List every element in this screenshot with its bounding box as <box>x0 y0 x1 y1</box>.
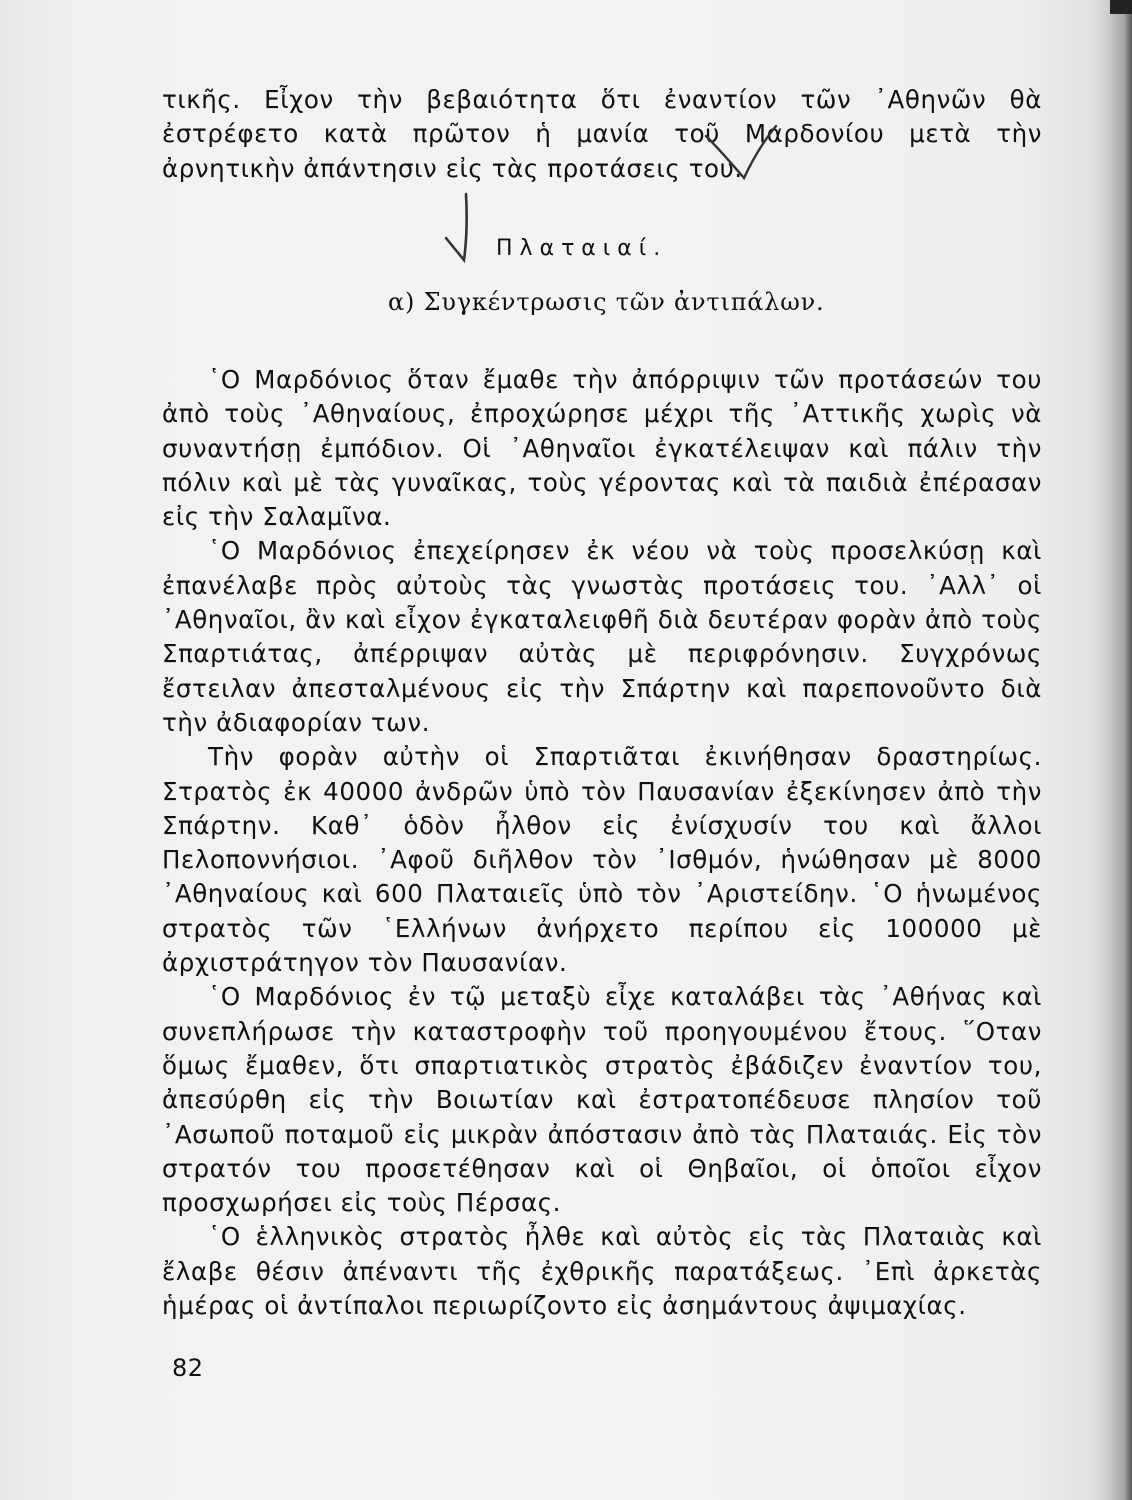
page-number: 82 <box>172 1354 204 1382</box>
corner-mark <box>1110 0 1132 14</box>
intro-text <box>162 83 1042 186</box>
paragraph: ῾Ο ἑλληνικὸς στρατὸς ἦλθε καὶ αὐτὸς εἰς τὰς Πλαταιὰς καὶ ἔλαβε θέσιν ἀπέναντι τῆς ἐχθρικῆς παρατάξεως. ᾿Επὶ ἀρκετὰς ἡμέρας οἱ ἀντίπαλοι περιωρίζοντο εἰς ἀσημάντους ἀψιμαχίας. <box>162 1222 1042 1321</box>
page-spine-shadow <box>1092 0 1132 1500</box>
intro-paragraph: τικῆς. Εἶχον τὴν βεβαιότητα ὅτι ἐναντίον τῶν ᾿Αθηνῶν θὰ ἐστρέφετο κατὰ πρῶτον ἡ μανία τοῦ Μαρδονίου μετὰ τὴν ἀρνητικὴν ἀπάντησιν εἰς τὰς προτάσεις του. <box>162 85 1042 183</box>
paragraph: ῾Ο Μαρδόνιος ἐπεχείρησεν ἐκ νέου νὰ τοὺς προσελκύσῃ καὶ ἐπανέλαβε πρὸς αὐτοὺς τὰς γνωστὰς προτάσεις του. ᾿Αλλ᾿ οἱ ᾿Αθηναῖοι, ἂν καὶ εἶχον ἐγκαταλειφθῆ διὰ δευτέραν φορὰν ἀπὸ τοὺς Σπαρτιάτας, ἀπέρριψαν αὐτὰς μὲ περιφρόνησιν. Συγχρόνως ἔστειλαν ἀπεσταλμένους εἰς τὴν Σπάρτην καὶ παρεπονοῦντο διὰ τὴν ἀδιαφορίαν των. <box>162 536 1042 737</box>
section-title: Πλαταιαί. <box>496 236 668 261</box>
handwritten-check-icon <box>436 190 486 270</box>
paragraph: ῾Ο Μαρδόνιος ὅταν ἔμαθε τὴν ἀπόρριψιν τῶν προτάσεών του ἀπὸ τοὺς ᾿Αθηναίους, ἐπροχώρησε μέχρι τῆς ᾿Αττικῆς χωρὶς νὰ συναντήσῃ ἐμπόδιον. Οἱ ᾿Αθηναῖοι ἐγκατέλειψαν καὶ πάλιν τὴν πόλιν καὶ μὲ τὰς γυναῖκας, τοὺς γέροντας καὶ τὰ παιδιὰ ἐπέρασαν εἰς τὴν Σαλαμῖνα. <box>162 365 1042 532</box>
paragraph: ῾Ο Μαρδόνιος ἐν τῷ μεταξὺ εἶχε καταλάβει τὰς ᾿Αθήνας καὶ συνεπλήρωσε τὴν καταστροφὴν τοῦ προηγουμένου ἔτους. ῞Οταν ὅμως ἔμαθεν, ὅτι σπαρτιατικὸς στρατὸς ἐβάδιζεν ἐναντίον του, ἀπεσύρθη εἰς τὴν Βοιωτίαν καὶ ἐστρατοπέδευσε πλησίον τοῦ ᾿Ασωποῦ ποταμοῦ εἰς μικρὰν ἀπόστασιν ἀπὸ τὰς Πλαταιάς. Εἰς τὸν στρατόν του προσετέθησαν καὶ οἱ Θηβαῖοι, οἱ ὁποῖοι εἶχον προσχωρήσει εἰς τοὺς Πέρσας. <box>162 982 1042 1218</box>
subsection-title: α) Συγκέντρωσις τῶν ἀντιπάλων. <box>388 288 825 316</box>
handwritten-check-icon <box>700 120 780 190</box>
paragraph: Τὴν φορὰν αὐτὴν οἱ Σπαρτιᾶται ἐκινήθησαν δραστηρίως. Στρατὸς ἐκ 40000 ἀνδρῶν ὑπὸ τὸν Παυσανίαν ἐξεκίνησεν ἀπὸ τὴν Σπάρτην. Καθ᾿ ὁδὸν ἦλθον εἰς ἐνίσχυσίν του καὶ ἄλλοι Πελοποννήσιοι. ᾿Αφοῦ διῆλθον τὸν ᾿Ισθμόν, ἡνώθησαν μὲ 8000 ᾿Αθηναίους καὶ 600 Πλαταιεῖς ὑπὸ τὸν ᾿Αριστείδην. ῾Ο ἡνωμένος στρατὸς τῶν ῾Ελλήνων ἀνήρχετο περίπου εἰς 100000 μὲ ἀρχιστράτηγον τὸν Παυσανίαν. <box>162 742 1042 978</box>
body-text <box>162 363 1042 1323</box>
